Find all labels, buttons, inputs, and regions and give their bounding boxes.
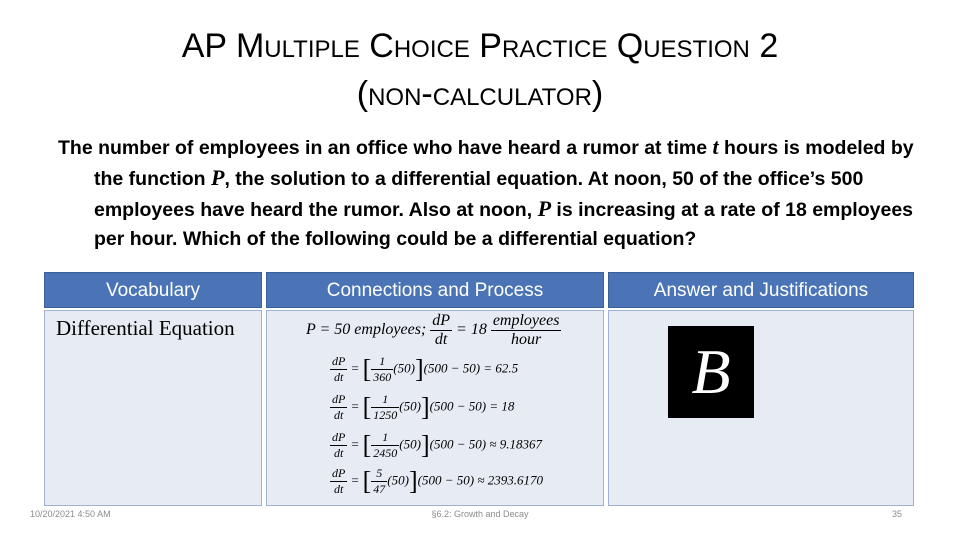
option-b: $\frac{dP}{dt}$ = [ $\frac{1}{1250}$ (50)](500 − 50) = 18	[332, 392, 515, 422]
title-line-2: (non-calculator)	[356, 75, 604, 113]
option-c: $\frac{dP}{dt}$ = [ $\frac{1}{2450}$ (50)](500 − 50) ≈ 9.18367	[332, 430, 542, 460]
vocabulary-term: Differential Equation	[56, 316, 235, 340]
answer-box: B	[668, 326, 754, 418]
prompt-var-p: P	[210, 165, 225, 190]
header-connections: Connections and Process	[266, 272, 604, 308]
given-unit: $\frac{\text{employees}}{\text{hour}}$	[492, 312, 560, 348]
prompt-text-2: hours is modeled by the function	[94, 137, 914, 190]
given-rate: = 18	[456, 321, 487, 339]
prompt-var-p-2: P	[537, 196, 552, 221]
slide-title	[0, 22, 960, 118]
prompt-text-1: The number of employees in an office who have heard a rumor at time	[58, 137, 713, 159]
footer-date: 10/20/2021 4:50 AM	[30, 509, 111, 519]
given-p: P = 50 employees;	[306, 321, 427, 339]
answer-cell	[608, 310, 914, 506]
option-a: $\frac{dP}{dt}$ = [ $\frac{1}{360}$ (50)](500 − 50) = 62.5	[332, 354, 519, 384]
title-line-1	[0, 22, 960, 70]
option-list	[330, 354, 590, 500]
given-derivative: $\frac{dP}{dt}$	[432, 312, 451, 348]
prompt-text-3: , the solution to a differential equation. At noon, 50 of the office’s 500 employees have heard the rumor. Also at noon,	[94, 168, 864, 221]
given-conditions	[306, 312, 561, 349]
option-d: $\frac{dP}{dt}$ = [ $\frac{5}{47}$ (50)](500 − 50) ≈ 2393.6170	[332, 466, 543, 496]
question-prompt	[58, 132, 928, 254]
footer-page-number: 35	[891, 509, 902, 519]
header-answer: Answer and Justifications	[608, 272, 914, 308]
footer-section: §6.2: Growth and Decay	[431, 509, 529, 519]
header-vocabulary: Vocabulary	[44, 272, 262, 308]
title-prefix: AP	[181, 27, 236, 65]
title-main: Multiple Choice Practice Question 2	[235, 27, 779, 65]
prompt-var-t: t	[712, 134, 719, 159]
prompt-text-4: is increasing at a rate of 18 employees per hour. Which of the following could be a differential equation?	[94, 199, 914, 250]
